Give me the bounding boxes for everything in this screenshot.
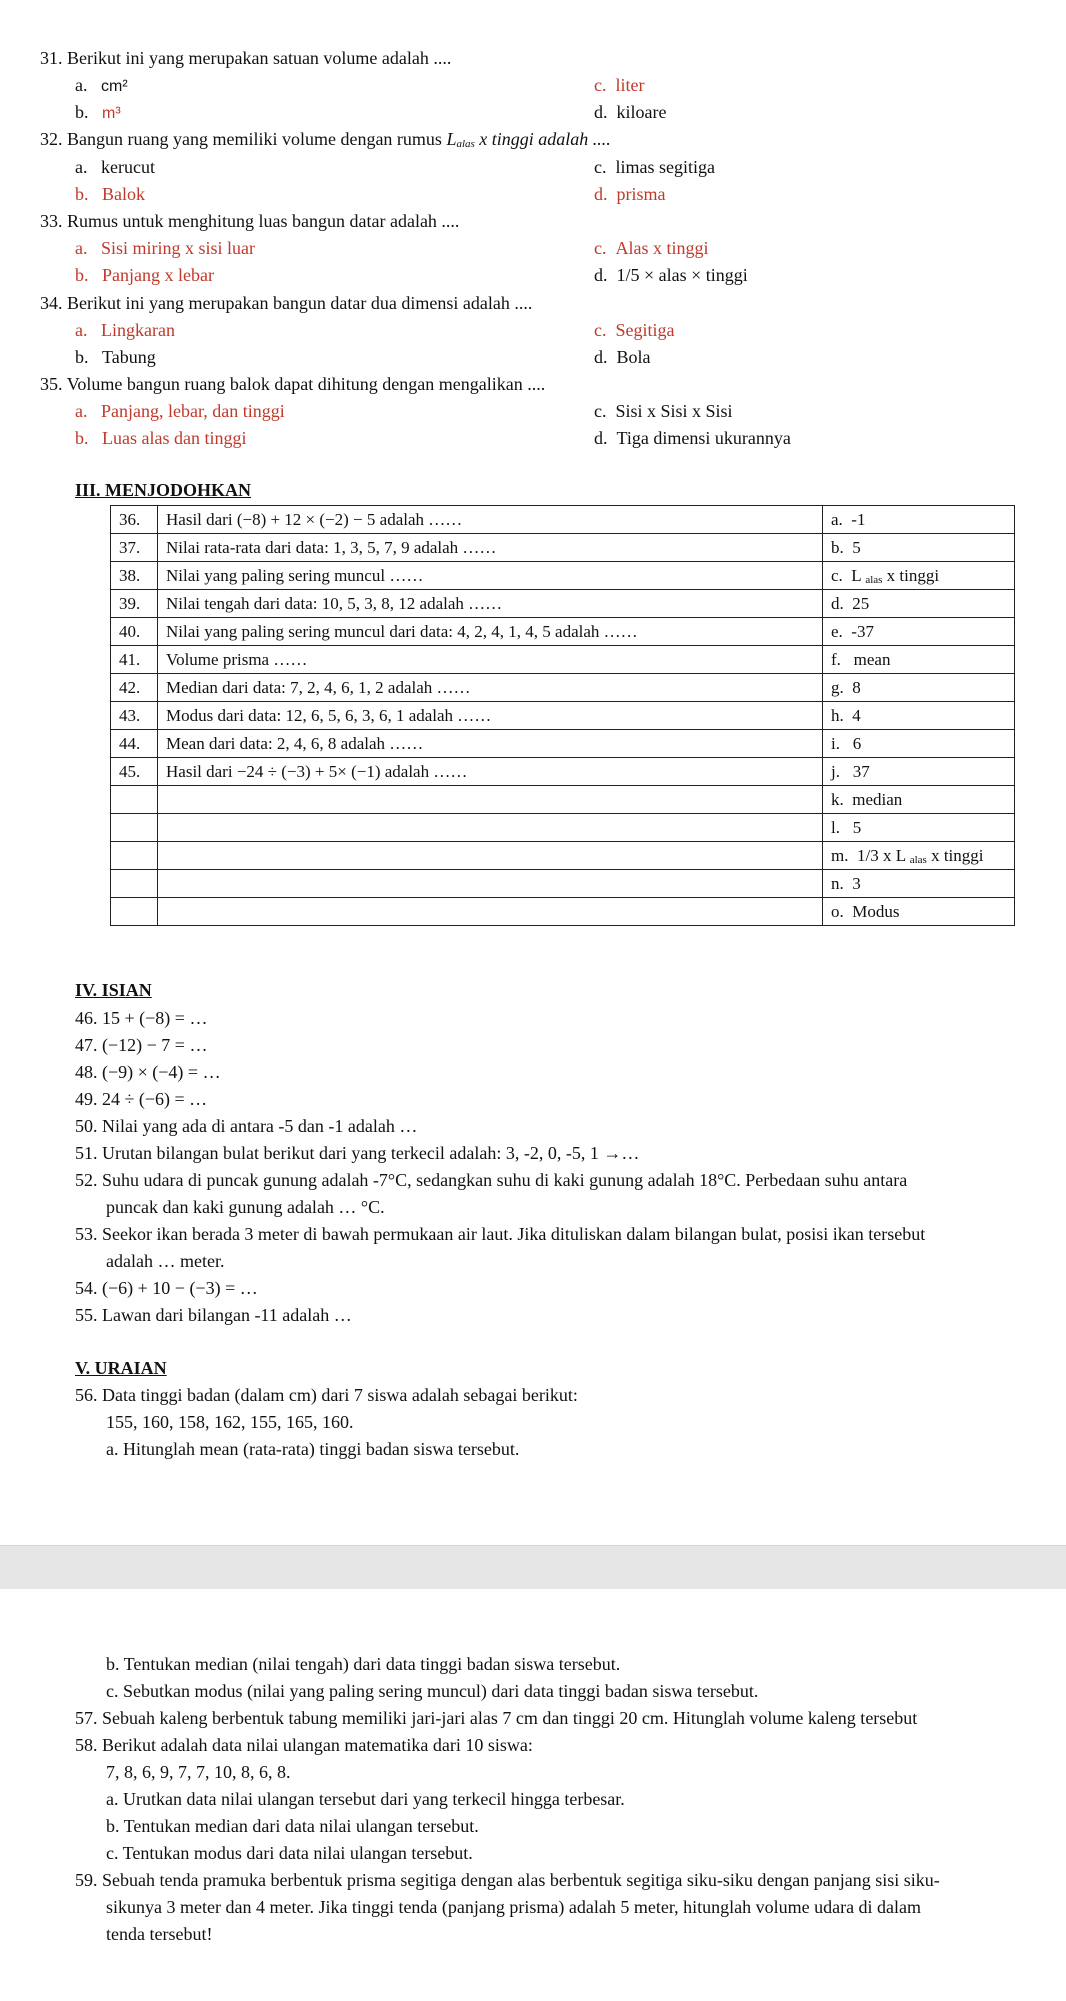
- row-number: 38.: [111, 562, 158, 590]
- option-text: Tabung: [102, 347, 156, 367]
- option-b: b. Balok: [75, 184, 145, 204]
- row-question: Nilai tengah dari data: 10, 5, 3, 8, 12 adalah ……: [158, 590, 823, 618]
- isian-item-continued: adalah … meter.: [106, 1251, 225, 1271]
- row-answer: a. -1: [823, 506, 1015, 534]
- section-heading-uraian: V. URAIAN: [75, 1358, 167, 1378]
- isian-item: 49. 24 ÷ (−6) = …: [75, 1089, 208, 1109]
- row-number: 41.: [111, 646, 158, 674]
- row-number: 40.: [111, 618, 158, 646]
- row-question: [158, 814, 823, 842]
- uraian-subitem: b. Tentukan median (nilai tengah) dari data tinggi badan siswa tersebut.: [106, 1654, 621, 1674]
- uraian-item: 59. Sebuah tenda pramuka berbentuk prisma segitiga dengan alas berbentuk segitiga siku-siku dengan panjang sisi siku-: [75, 1870, 940, 1890]
- row-number: 39.: [111, 590, 158, 618]
- table-row: [111, 702, 1015, 730]
- option-text: 1/5 × alas × tinggi: [616, 265, 748, 285]
- question-number: 31.: [40, 48, 63, 68]
- isian-item: 47. (−12) − 7 = …: [75, 1035, 208, 1055]
- option-d: d. Tiga dimensi ukurannya: [594, 428, 791, 448]
- uraian-subitem: a. Hitunglah mean (rata-rata) tinggi badan siswa tersebut.: [106, 1439, 520, 1459]
- row-answer: g. 8: [823, 674, 1015, 702]
- row-question: Nilai rata-rata dari data: 1, 3, 5, 7, 9 adalah ……: [158, 534, 823, 562]
- row-question: [158, 786, 823, 814]
- option-c: c. limas segitiga: [594, 157, 715, 177]
- option-b: b. Luas alas dan tinggi: [75, 428, 247, 448]
- question-number: 35.: [40, 374, 63, 394]
- table-row: [111, 786, 1015, 814]
- row-answer: m. 1/3 x L $_{alas}$ x tinggi: [823, 842, 1015, 870]
- option-a: a. kerucut: [75, 157, 155, 177]
- option-text: Tiga dimensi ukurannya: [616, 428, 791, 448]
- row-number: 36.: [111, 506, 158, 534]
- uraian-item: 58. Berikut adalah data nilai ulangan matematika dari 10 siswa:: [75, 1735, 533, 1755]
- isian-item: 46. 15 + (−8) = …: [75, 1008, 208, 1028]
- table-row: [111, 730, 1015, 758]
- option-a: a. Sisi miring x sisi luar: [75, 238, 256, 258]
- uraian-item: 57. Sebuah kaleng berbentuk tabung memiliki jari-jari alas 7 cm dan tinggi 20 cm. Hitunglah volume kaleng tersebut: [75, 1708, 918, 1728]
- row-number: 44.: [111, 730, 158, 758]
- option-text: m³: [102, 105, 121, 122]
- row-answer: j. 37: [823, 758, 1015, 786]
- row-answer: o. Modus: [823, 898, 1015, 926]
- question-32: [40, 129, 611, 150]
- option-c: c. Alas x tinggi: [594, 238, 709, 258]
- question-text: Volume bangun ruang balok dapat dihitung dengan mengalikan ....: [66, 374, 546, 394]
- table-row: [111, 590, 1015, 618]
- row-number: 43.: [111, 702, 158, 730]
- table-row: [111, 674, 1015, 702]
- question-number: 33.: [40, 211, 63, 231]
- row-answer: h. 4: [823, 702, 1015, 730]
- page-break: [0, 1545, 1066, 1589]
- row-question: Nilai yang paling sering muncul dari data: 4, 2, 4, 1, 4, 5 adalah ……: [158, 618, 823, 646]
- row-answer: n. 3: [823, 870, 1015, 898]
- row-question: Hasil dari (−8) + 12 × (−2) − 5 adalah ……: [158, 506, 823, 534]
- isian-item: 48. (−9) × (−4) = …: [75, 1062, 221, 1082]
- table-row: [111, 562, 1015, 590]
- option-text: Luas alas dan tinggi: [102, 428, 247, 448]
- row-number: 37.: [111, 534, 158, 562]
- option-text: Panjang x lebar: [102, 265, 214, 285]
- row-question: [158, 842, 823, 870]
- uraian-data: 155, 160, 158, 162, 155, 165, 160.: [106, 1412, 354, 1432]
- matching-table: [110, 505, 1015, 926]
- table-row: [111, 898, 1015, 926]
- option-b: b. m³: [75, 102, 121, 122]
- uraian-subitem: a. Urutkan data nilai ulangan tersebut dari yang terkecil hingga terbesar.: [106, 1789, 625, 1809]
- row-question: [158, 898, 823, 926]
- table-row: [111, 506, 1015, 534]
- row-answer: b. 5: [823, 534, 1015, 562]
- isian-item: 54. (−6) + 10 − (−3) = …: [75, 1278, 258, 1298]
- row-question: Volume prisma ……: [158, 646, 823, 674]
- option-a: a. Lingkaran: [75, 320, 175, 340]
- row-answer: e. -37: [823, 618, 1015, 646]
- option-text: Panjang, lebar, dan tinggi: [101, 401, 285, 421]
- option-b: b. Tabung: [75, 347, 156, 367]
- question-34: [40, 293, 532, 314]
- row-question: Mean dari data: 2, 4, 6, 8 adalah ……: [158, 730, 823, 758]
- question-35: [40, 374, 545, 395]
- row-answer: l. 5: [823, 814, 1015, 842]
- row-answer: d. 25: [823, 590, 1015, 618]
- isian-item: 55. Lawan dari bilangan -11 adalah …: [75, 1305, 352, 1325]
- uraian-item-continued: sikunya 3 meter dan 4 meter. Jika tinggi tenda (panjang prisma) adalah 5 meter, hitunglah volume udara di dalam: [106, 1897, 922, 1917]
- worksheet-page-2: [0, 1588, 1066, 2001]
- uraian-item-continued: tenda tersebut!: [106, 1924, 213, 1944]
- option-text: Alas x tinggi: [615, 238, 709, 258]
- table-row: [111, 618, 1015, 646]
- table-row: [111, 646, 1015, 674]
- question-text: Berikut ini yang merupakan bangun datar dua dimensi adalah ....: [67, 293, 533, 313]
- option-text: Bola: [616, 347, 651, 367]
- row-number: 45.: [111, 758, 158, 786]
- option-a: a. cm²: [75, 75, 128, 95]
- uraian-subitem: c. Tentukan modus dari data nilai ulangan tersebut.: [106, 1843, 473, 1863]
- question-31: [40, 48, 451, 69]
- row-number: [111, 898, 158, 926]
- option-a: a. Panjang, lebar, dan tinggi: [75, 401, 285, 421]
- option-text: cm²: [101, 78, 128, 95]
- question-number: 32.: [40, 129, 63, 149]
- option-text: Balok: [102, 184, 145, 204]
- table-row: [111, 842, 1015, 870]
- row-number: [111, 786, 158, 814]
- uraian-data: 7, 8, 6, 9, 7, 7, 10, 8, 6, 8.: [106, 1762, 291, 1782]
- table-row: [111, 534, 1015, 562]
- uraian-item: 56. Data tinggi badan (dalam cm) dari 7 siswa adalah sebagai berikut:: [75, 1385, 578, 1405]
- option-text: kerucut: [101, 157, 155, 177]
- option-c: c. liter: [594, 75, 645, 95]
- row-question: Hasil dari −24 ÷ (−3) + 5× (−1) adalah ……: [158, 758, 823, 786]
- row-answer: i. 6: [823, 730, 1015, 758]
- option-c: c. Sisi x Sisi x Sisi: [594, 401, 733, 421]
- option-text: Sisi miring x sisi luar: [101, 238, 256, 258]
- question-text: Bangun ruang yang memiliki volume dengan rumus $L_{alas}$ x tinggi adalah ....: [67, 129, 611, 150]
- row-number: [111, 842, 158, 870]
- option-text: Segitiga: [615, 320, 675, 340]
- row-question: Modus dari data: 12, 6, 5, 6, 3, 6, 1 adalah ……: [158, 702, 823, 730]
- option-text: Sisi x Sisi x Sisi: [615, 401, 733, 421]
- option-text: limas segitiga: [615, 157, 715, 177]
- row-answer: k. median: [823, 786, 1015, 814]
- isian-item: 52. Suhu udara di puncak gunung adalah -7°C, sedangkan suhu di kaki gunung adalah 18°C. Perbedaan suhu antara: [75, 1170, 908, 1190]
- option-text: liter: [615, 75, 645, 95]
- option-d: d. prisma: [594, 184, 666, 204]
- row-number: 42.: [111, 674, 158, 702]
- option-text: prisma: [616, 184, 666, 204]
- question-text: Berikut ini yang merupakan satuan volume adalah ....: [67, 48, 452, 68]
- row-question: Median dari data: 7, 2, 4, 6, 1, 2 adalah ……: [158, 674, 823, 702]
- isian-item: 51. Urutan bilangan bulat berikut dari yang terkecil adalah: 3, -2, 0, -5, 1 →…: [75, 1143, 640, 1163]
- row-number: [111, 814, 158, 842]
- table-row: [111, 814, 1015, 842]
- question-33: [40, 211, 459, 232]
- uraian-subitem: c. Sebutkan modus (nilai yang paling sering muncul) dari data tinggi badan siswa tersebut.: [106, 1681, 759, 1701]
- section-heading-isian: IV. ISIAN: [75, 980, 152, 1000]
- option-d: d. kiloare: [594, 102, 667, 122]
- section-heading-menjodohkan: III. MENJODOHKAN: [75, 480, 252, 500]
- row-number: [111, 870, 158, 898]
- question-number: 34.: [40, 293, 63, 313]
- question-text: Rumus untuk menghitung luas bangun datar adalah ....: [67, 211, 460, 231]
- table-row: [111, 758, 1015, 786]
- isian-item: 53. Seekor ikan berada 3 meter di bawah permukaan air laut. Jika dituliskan dalam bilangan bulat, posisi ikan tersebut: [75, 1224, 926, 1244]
- option-b: b. Panjang x lebar: [75, 265, 214, 285]
- table-row: [111, 870, 1015, 898]
- row-answer: f. mean: [823, 646, 1015, 674]
- option-c: c. Segitiga: [594, 320, 675, 340]
- option-text: Lingkaran: [101, 320, 175, 340]
- isian-item: 50. Nilai yang ada di antara -5 dan -1 adalah …: [75, 1116, 418, 1136]
- option-d: d. Bola: [594, 347, 651, 367]
- uraian-subitem: b. Tentukan median dari data nilai ulangan tersebut.: [106, 1816, 479, 1836]
- option-text: kiloare: [616, 102, 667, 122]
- row-question: Nilai yang paling sering muncul ……: [158, 562, 823, 590]
- row-question: [158, 870, 823, 898]
- option-d: d. 1/5 × alas × tinggi: [594, 265, 748, 285]
- row-answer: c. L $_{alas}$ x tinggi: [823, 562, 1015, 590]
- isian-item-continued: puncak dan kaki gunung adalah … °C.: [106, 1197, 385, 1217]
